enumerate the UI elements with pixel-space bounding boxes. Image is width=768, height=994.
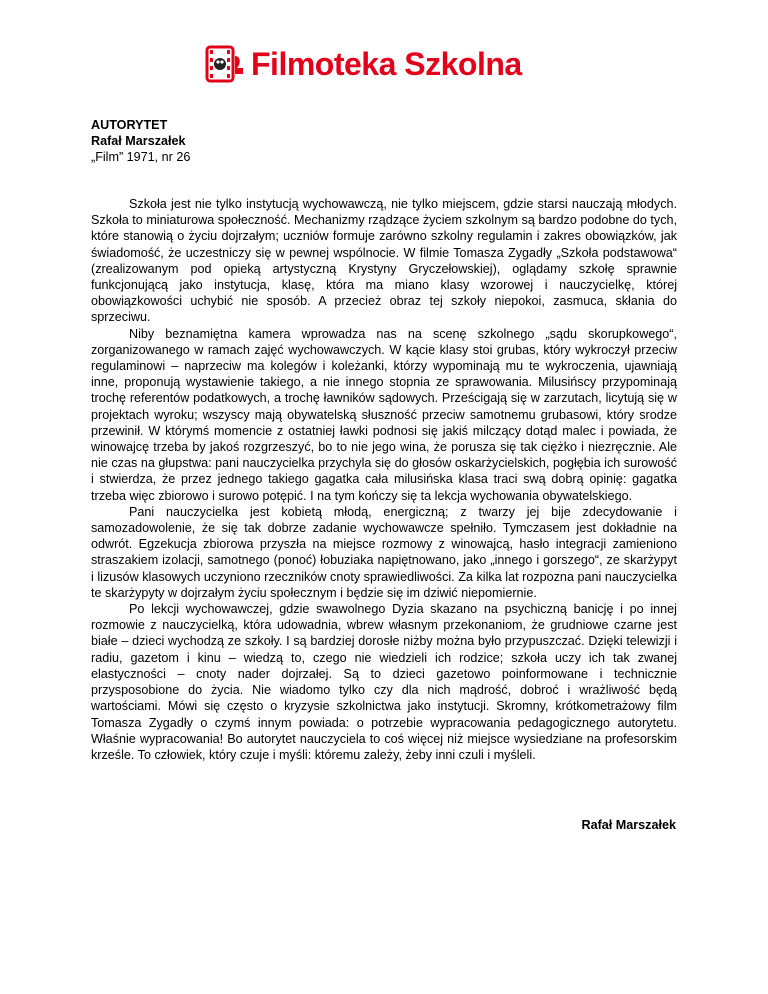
- filmoteka-logo: [205, 44, 522, 84]
- article-paragraph: Szkoła jest nie tylko instytucją wychowawczą, nie tylko miejscem, gdzie starsi nauczają młodych. Szkoła to miniaturowa społeczność. Mechanizmy rządzące życiem szkolnym są bardzo podobne do tych, które stanowią o życiu dojrzałym; uczniów formuje zarówno szkolny regulamin i zakres obowiązków, jak świadomość, że uczestniczy się w pewnej wspólnocie. W filmie Tomasza Zygadły „Szkoła podstawowa“ (zrealizowanym pod opieką artystyczną Krystyny Gryczełowskiej), oglądamy szkołę sprawnie funkcjonującą jako instytucja, klasę, która ma miano klasy wzorowej i nauczycielkę, której obowiązkowości uchybić nie sposób. A przecież obraz tej szkoły niepokoi, zasmuca, skłania do sprzeciwu.: [91, 197, 677, 325]
- article-body: [91, 196, 677, 763]
- article-source: „Film” 1971, nr 26: [91, 150, 191, 164]
- article-paragraph: Po lekcji wychowawczej, gdzie swawolnego Dyzia skazano na psychiczną banicję i po innej rozmowie z nauczycielką, która udowadnia, wbrew własnym przekonaniom, że grudniowe czarne jest białe – dzieci wychodzą ze szkoły. I są bardziej dorosłe niżby można było przypuszczać. Dzięki telewizji i radiu, gazetom i kinu – wiedzą to, czego nie wiedzieli ich rodzice; szkoła uczy ich tak zwanej elastyczności – cnoty nader dojrzałej. Są to dzieci gazetowo poinformowane i technicznie przysposobione do życia. Nie wiadomo tylko czy dla nich mądrość, dobroć i wrażliwość będą wartościami. Mówi się często o kryzysie szkolnictwa jako instytucji. Skromny, krótkometrażowy film Tomasza Zygadły o czymś innym powiada: o potrzebie wypracowania pedagogicznego autorytetu. Właśnie wypracowania! Bo autorytet nauczyciela to coś więcej niż miejsce wysiedziane na profesorskim krześle. To człowiek, który czuje i myśli: któremu zależy, żeby inni czuli i myśleli.: [91, 602, 677, 762]
- article-author: Rafał Marszałek: [91, 134, 186, 148]
- page-header: [0, 44, 768, 90]
- article-paragraph: Niby beznamiętna kamera wprowadza nas na scenę szkolnego „sądu skorupkowego“, zorganizowanego w ramach zajęć wychowawczych. W kącie klasy stoi grubas, który wykroczył przeciw regulaminowi – naprzeciw ma kolegów i koleżanki, którzy wypominają mu te wykroczenia, ujawniają inne, proponują wystawienie takiego, a nie innego stopnia ze sprawowania. Milusińscy przypominają trochę referentów podatkowych, a trochę ławników sądowych. Prześcigają się w zarzutach, licytują się w projektach wyroku; wszyscy mają obywatelską słuszność przeciw samotnemu grubasowi, który srodze przewinił. W którymś momencie z ostatniej ławki podnosi się jakiś milczący dotąd malec i powiada, że winowajcę trzeba by jakoś rozgrzeszyć, bo to nie jego wina, że porusza się tak ciężko i niezręcznie. Ale nie czas na głupstwa: pani nauczycielka przychyla się do głosów oskarżycielskich, pogłębia ich surowość i stwierdza, że przez jednego takiego gagatka cała milusińska klasa traci swą dobrą opinię: gagatka trzeba więc zbiorowo i surowo potępić. I na tym kończy się ta lekcja wychowania obywatelskiego.: [91, 326, 677, 503]
- logo-text: Filmoteka Szkolna: [251, 46, 522, 82]
- signature: Rafał Marszałek: [581, 818, 676, 832]
- article-section: AUTORYTET: [91, 118, 168, 132]
- article-meta: [91, 117, 190, 165]
- article-paragraph: Pani nauczycielka jest kobietą młodą, energiczną; z twarzy jej bije zdecydowanie i samozadowolenie, że się tak dobrze zadanie wychowawcze spełniło. Tymczasem jest dokładnie na odwrót. Egzekucja zbiorowa przyszła na miejsce rozmowy z winowajcą, hasło integracji zamieniono straszakiem izolacji, samotnego (ponoć) łobuziaka napiętnowano, jako „innego i gorszego“, ze skarżypyt i lizusów klasowych uczyniono rzeczników cnoty sprawiedliwości. Za kilka lat rozpozna pani nauczycielka te skarżypyty w dojrzałym życiu społecznym i będzie się im dziwić niepomiernie.: [91, 504, 677, 600]
- film-reel-icon: [205, 44, 247, 84]
